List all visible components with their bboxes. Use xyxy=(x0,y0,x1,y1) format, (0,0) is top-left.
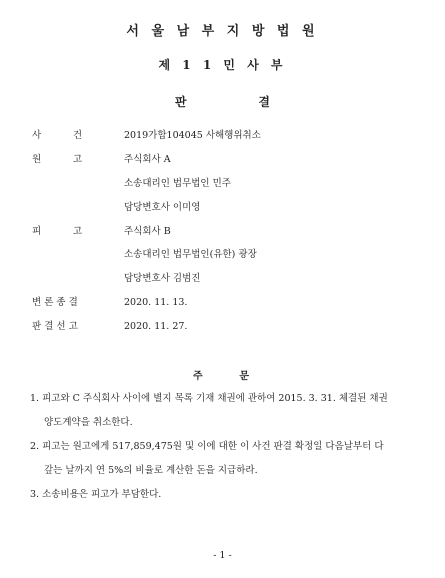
plaintiff-row xyxy=(32,153,171,167)
order-item-3-line-1: 3. 소송비용은 피고가 부담한다. xyxy=(30,489,162,500)
closing-date-label: 변 론 종 결 xyxy=(32,297,78,308)
plaintiff-counsel: 소송대리인 법무법인 민주 xyxy=(124,178,231,189)
closing-date-row xyxy=(32,296,188,310)
defendant-label: 피 고 xyxy=(32,226,82,237)
defendant-name: 주식회사 B xyxy=(124,226,171,237)
order-item-2-line-2: 갚는 날까지 연 5%의 비율로 계산한 돈을 지급하라. xyxy=(44,465,258,476)
case-row xyxy=(32,129,261,143)
document-title xyxy=(175,93,270,110)
plaintiff-label: 원 고 xyxy=(32,154,82,165)
document-title-char-2: 결 xyxy=(258,95,270,109)
case-label: 사 건 xyxy=(32,130,82,141)
order-section-title: 주 문 xyxy=(193,371,249,382)
defendant-lawyer: 담당변호사 김범진 xyxy=(124,273,201,284)
defendant-row xyxy=(32,225,171,239)
judgment-date-label: 판 결 선 고 xyxy=(32,321,78,332)
judgment-date-row xyxy=(32,320,188,334)
court-division: 제 1 1 민 사 부 xyxy=(158,58,287,72)
order-item-3 xyxy=(30,488,414,502)
order-item-1 xyxy=(30,392,414,430)
judgment-date: 2020. 11. 27. xyxy=(124,321,188,332)
document-title-char-1: 판 xyxy=(175,95,187,109)
order-item-1-line-1: 1. 피고와 C 주식회사 사이에 별지 목록 기재 채권에 관하여 2015. 3. 31. 체결된 채권 xyxy=(30,393,388,404)
defendant-counsel: 소송대리인 법무법인(유한) 광장 xyxy=(124,249,257,260)
order-item-2 xyxy=(30,440,414,478)
plaintiff-name: 주식회사 A xyxy=(124,154,171,165)
page-number: - 1 - xyxy=(213,550,232,561)
order-item-2-line-1: 2. 피고는 원고에게 517,859,475원 및 이에 대한 이 사건 판결 확정일 다음날부터 다 xyxy=(30,441,384,452)
plaintiff-lawyer: 담당변호사 이미영 xyxy=(124,202,201,213)
court-name: 서 울 남 부 지 방 법 원 xyxy=(126,24,319,39)
order-item-1-line-2: 양도계약을 취소한다. xyxy=(44,417,133,428)
case-number: 2019가합104045 사해행위취소 xyxy=(124,130,261,141)
closing-date: 2020. 11. 13. xyxy=(124,297,188,308)
